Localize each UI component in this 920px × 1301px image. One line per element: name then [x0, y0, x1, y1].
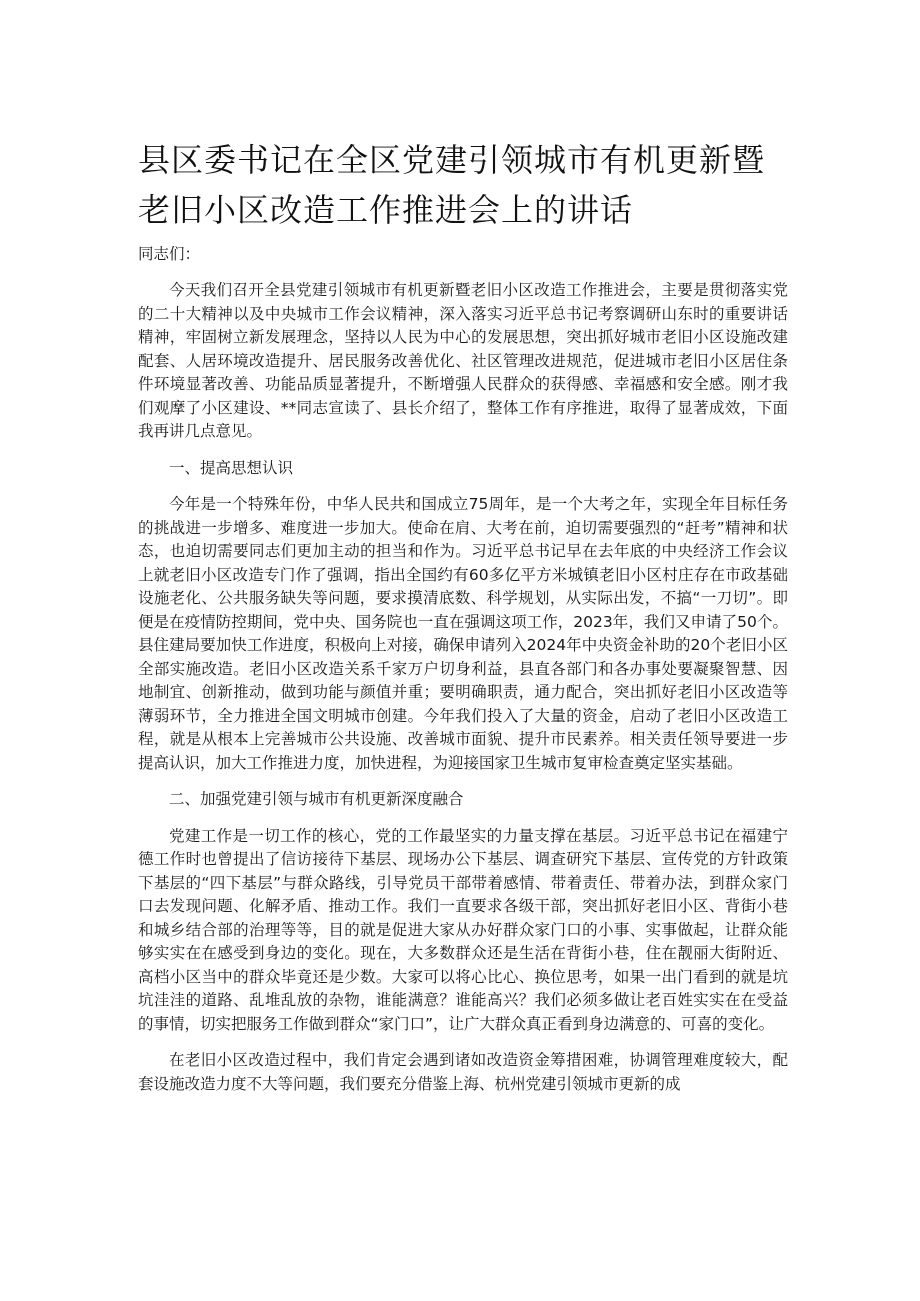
document-page [138, 135, 788, 1096]
document-title: 县区委书记在全区党建引领城市有机更新暨老旧小区改造工作推进会上的讲话 [138, 141, 766, 229]
section-2-heading: 二、加强党建引领与城市有机更新深度融合 [169, 790, 464, 808]
intro-paragraph: 今天我们召开全县党建引领城市有机更新暨老旧小区改造工作推进会，主要是贯彻落实党的二十大精神以及中央城市工作会议精神，深入落实习近平总书记考察调研山东时的重要讲话精神，牢固树立新发展理念，坚持以人民为中心的发展思想，突出抓好城市老旧小区设施改建配套、人居环境改造提升、居民服务改善优化、社区管理改进规范，促进城市老旧小区居住条件环境显著改善、功能品质显著提升，不断增强人民群众的获得感、幸福感和安全感。刚才我们观摩了小区建设、**同志宣读了、县长介绍了，整体工作有序推进，取得了显著成效，下面我再讲几点意见。 [138, 281, 788, 440]
section-2-paragraph-1: 党建工作是一切工作的核心，党的工作最坚实的力量支撑在基层。习近平总书记在福建宁德工作时也曾提出了信访接待下基层、现场办公下基层、调查研究下基层、宣传党的方针政策下基层的“四下基层”与群众路线，引导党员干部带着感情、带着责任、带着办法，到群众家门口去发现问题、化解矛盾、推动工作。我们一直要求各级干部，突出抓好老旧小区、背街小巷和城乡结合部的治理等等，目的就是促进大家从办好群众家门口的小事、实事做起，让群众能够实实在在感受到身边的变化。现在，大多数群众还是生活在背街小巷，住在靓丽大街附近、高档小区当中的群众毕竟还是少数。大家可以将心比心、换位思考，如果一出门看到的就是坑坑洼洼的道路、乱堆乱放的杂物，谁能满意？谁能高兴？我们必须多做让老百姓实实在在受益的事情，切实把服务工作做到群众“家门口”，让广大群众真正看到身边满意的、可喜的变化。 [138, 826, 788, 1033]
section-1-paragraph: 今年是一个特殊年份，中华人民共和国成立75周年，是一个大考之年，实现全年目标任务的挑战进一步增多、难度进一步加大。使命在肩、大考在前，迫切需要强烈的“赶考”精神和状态，也迫切需要同志们更加主动的担当和作为。习近平总书记早在去年底的中央经济工作会议上就老旧小区改造专门作了强调，指出全国约有60多亿平方米城镇老旧小区村庄存在市政基础设施老化、公共服务缺失等问题，要求摸清底数、科学规划，从实际出发，不搞“一刀切”。即便是在疫情防控期间，党中央、国务院也一直在强调这项工作，2023年，我们又申请了50个。县住建局要加快工作进度，积极向上对接，确保申请列入2024年中央资金补助的20个老旧小区全部实施改造。老旧小区改造关系千家万户切身利益，县直各部门和各办事处要凝聚智慧、因地制宜、创新推动，做到功能与颜值并重；要明确职责，通力配合，突出抓好老旧小区改造等薄弱环节，全力推进全国文明城市创建。今年我们投入了大量的资金，启动了老旧小区改造工程，就是从根本上完善城市公共设施、改善城市面貌、提升市民素养。相关责任领导要进一步提高认识，加大工作推进力度，加快进程，为迎接国家卫生城市复审检查奠定坚实基础。 [138, 495, 788, 772]
section-2-paragraph-2: 在老旧小区改造过程中，我们肯定会遇到诸如改造资金筹措困难，协调管理难度较大，配套设施改造力度不大等问题，我们要充分借鉴上海、杭州党建引领城市更新的成 [138, 1051, 788, 1093]
section-1-heading: 一、提高思想认识 [169, 458, 294, 477]
salutation: 同志们： [138, 245, 201, 263]
